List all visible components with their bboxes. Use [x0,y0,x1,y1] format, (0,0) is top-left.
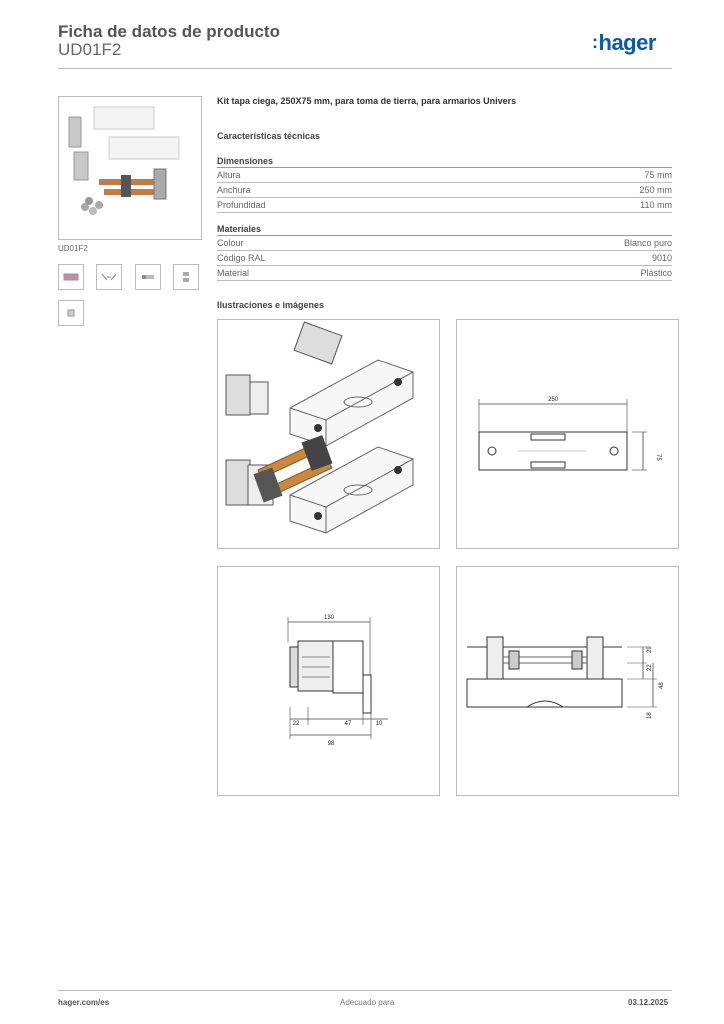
thumbnail-1-image [59,265,83,289]
footer-divider [58,990,672,991]
illustration-front-dimensions[interactable] [456,319,679,549]
thumbnail-2-image [97,265,121,289]
hager-logo: :hager [592,30,656,55]
page-title: Ficha de datos de producto [58,22,280,41]
side-a-label: 22 [292,721,300,727]
illustration-section-dimensions[interactable] [456,566,679,796]
product-description: Kit tapa ciega, 250X75 mm, para toma de tierra, para armarios Univers [217,96,517,106]
spec-label: Código RAL [217,253,266,263]
front-dimension-drawing [457,320,678,548]
product-main-image[interactable] [58,96,202,240]
side-b-label: 47 [344,721,352,727]
footer-suitable-for: Adecuado para [340,998,395,1007]
illustrations-heading: Ilustraciones e imágenes [217,300,325,310]
dimensions-heading: Dimensiones [217,156,274,166]
illustration-exploded-view[interactable] [217,319,440,549]
spec-value: Plástico [640,268,672,278]
width-label: 250 [547,397,559,403]
thumbnail-4[interactable] [173,264,199,290]
spec-value: 9010 [651,253,672,263]
height-label: 75 [655,454,661,461]
spec-row-depth [217,198,672,213]
spec-row-material [217,266,672,281]
logo-text: hager [598,30,656,55]
thumbnail-5-image [59,301,83,325]
spec-label: Altura [217,170,241,180]
spec-label: Colour [217,238,244,248]
side-c-label: 10 [375,721,383,727]
footer-website-link[interactable]: hager.com/es [58,998,110,1007]
exploded-view-drawing [218,320,439,548]
side-total-label: 98 [327,741,335,747]
section-d4-label: 18 [647,712,653,719]
spec-label: Profundidad [217,200,266,210]
spec-value: 250 mm [639,185,672,195]
spec-label: Material [217,268,250,278]
side-top-label: 130 [323,615,335,621]
image-caption: UD01F2 [58,244,88,253]
thumbnail-2[interactable] [96,264,122,290]
product-code: UD01F2 [58,40,122,59]
spec-value: Blanco puro [623,238,672,248]
thumbnail-4-image [174,265,198,289]
thumbnail-5[interactable] [58,300,84,326]
section-d1-label: 29 [647,646,653,653]
header-divider [58,68,672,69]
section-d2-label: 22 [647,664,653,671]
spec-label: Anchura [217,185,251,195]
spec-row-height [217,168,672,183]
footer-date: 03.12.2025 [628,998,669,1007]
tech-specs-heading: Características técnicas [217,131,321,141]
spec-value: 110 mm [640,200,672,210]
spec-row-width [217,183,672,198]
thumbnail-1[interactable] [58,264,84,290]
section-dimension-drawing [457,567,678,789]
illustration-side-dimensions[interactable] [217,566,440,796]
section-d3-label: 48 [659,682,665,689]
product-photo-illustration [59,97,201,239]
side-dimension-drawing [218,567,439,789]
materials-heading: Materiales [217,224,262,234]
spec-value: 75 mm [644,170,672,180]
spec-row-colour [217,236,672,251]
thumbnail-3-image [136,265,160,289]
spec-row-ral [217,251,672,266]
thumbnail-3[interactable] [135,264,161,290]
